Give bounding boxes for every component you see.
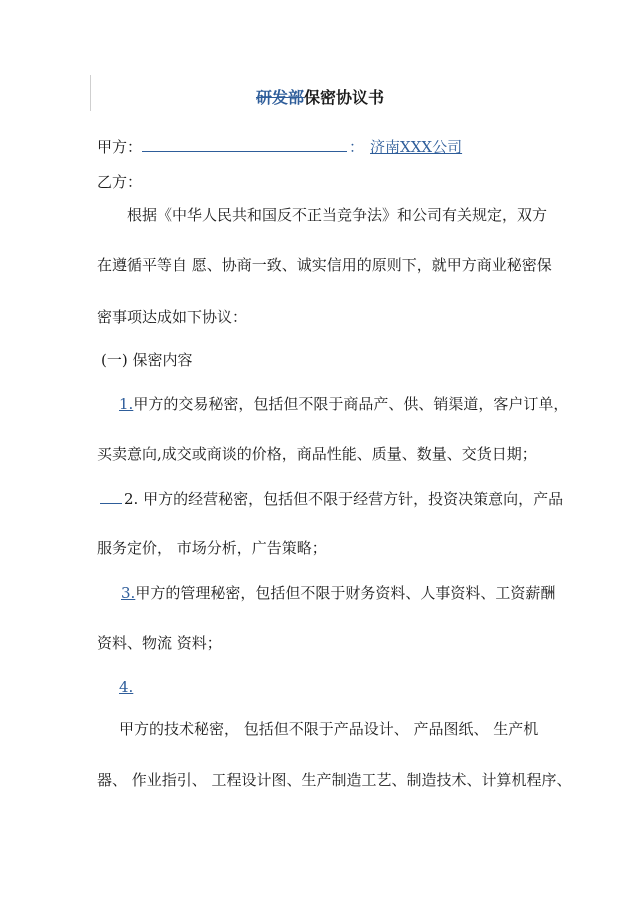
party-a-line	[97, 137, 462, 157]
item-1-text: 甲方的交易秘密，包括但不限于商品产、供、销渠道，客户订单，	[133, 395, 569, 413]
party-b-label: 乙方：	[97, 173, 143, 191]
item-2-line-2: 服务定价， 市场分析，广告策略；	[97, 539, 327, 557]
item-3-line-1	[106, 583, 555, 603]
party-a-colon: ：	[349, 138, 365, 156]
section-heading: (一) 保密内容	[101, 351, 193, 369]
item-3-number: 3.	[121, 584, 136, 602]
party-a-field-underline	[142, 141, 347, 152]
title-deleted-text: 研发部	[255, 88, 304, 107]
party-b-line	[97, 172, 142, 192]
item-4-line-2: 器、 作业指引、 工程设计图、生产制造工艺、制造技术、计算机程序、	[97, 771, 572, 789]
intro-line-1: 根据《中华人民共和国反不正当竞争法》和公司有关规定，双方	[127, 206, 548, 224]
party-a-value: 济南XXX公司	[370, 138, 463, 156]
item-2-number-underline	[100, 491, 122, 504]
item-1-line-2: 买卖意向,成交或商谈的价格，商品性能、质量、数量、交货日期；	[97, 445, 537, 463]
item-3-text: 甲方的管理秘密，包括但不限于财务资料、人事资料、工资薪酬	[135, 584, 556, 602]
intro-line-3: 密事项达成如下协议：	[97, 308, 248, 326]
item-4-line-1: 甲方的技术秘密， 包括但不限于产品设计、 产品图纸、 生产机	[119, 720, 539, 738]
item-1-line-1	[119, 394, 568, 414]
item-2-line-1	[100, 489, 563, 509]
intro-line-2: 在遵循平等自 愿、协商一致、诚实信用的原则下，就甲方商业秘密保	[97, 256, 552, 274]
item-3-line-2: 资料、物流 资料；	[97, 634, 222, 652]
title-text: 保密协议书	[304, 88, 385, 107]
item-4-number-line	[119, 677, 133, 697]
item-4-number: 4.	[119, 678, 134, 696]
item-2-text: 2. 甲方的经营秘密，包括但不限于经营方针，投资决策意向，产品	[124, 490, 564, 508]
item-1-number: 1.	[119, 395, 134, 413]
document-title	[0, 88, 640, 108]
party-a-label: 甲方：	[97, 138, 143, 156]
